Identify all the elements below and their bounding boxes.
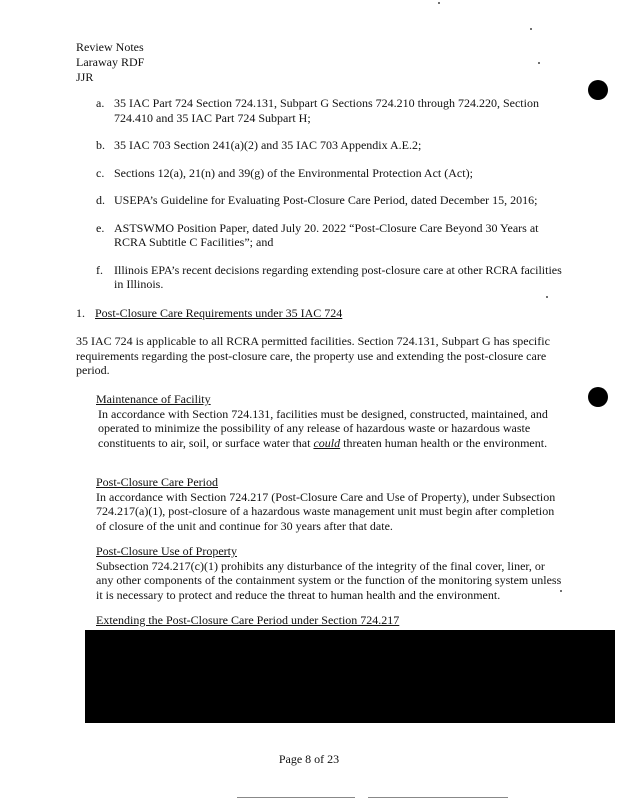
review-header (76, 40, 144, 85)
header-facility: Laraway RDF (76, 55, 145, 69)
reference-list (96, 96, 566, 305)
list-item-text: ASTSWMO Position Paper, dated July 20. 2022 “Post-Closure Care Beyond 30 Years at RCRA Subtitle C Facilities”; and (114, 220, 539, 249)
subsection-maintenance (96, 392, 562, 450)
subsection-body: In accordance with Section 724.217 (Post-Closure Care and Use of Property), under Subsection 724.217(a)(1), post-closure of a hazardous waste management unit must begin after completion of closure of the unit and continue for 30 years after that date. (96, 489, 556, 533)
list-item-text: 35 IAC Part 724 Section 724.131, Subpart G Sections 724.210 through 724.220, Section 724.410 and 35 IAC Part 724 Subpart H; (114, 96, 539, 125)
scan-artifact-line (237, 797, 355, 798)
list-marker: d. (96, 193, 105, 207)
subsection-body (96, 407, 562, 451)
header-initials: JJR (76, 70, 94, 84)
list-marker: e. (96, 220, 105, 235)
list-item-text: 35 IAC 703 Section 241(a)(2) and 35 IAC 703 Appendix A.E.2; (114, 138, 422, 152)
section-1-heading (76, 306, 342, 320)
list-item (96, 221, 566, 250)
list-item (96, 166, 566, 181)
list-marker: b. (96, 138, 105, 152)
list-marker: a. (96, 96, 105, 110)
subsection-use (96, 544, 562, 602)
emphasis-word: could (313, 435, 341, 450)
page-number: Page 8 of 23 (278, 752, 340, 766)
subsection-heading: Post-Closure Care Period (96, 475, 218, 489)
scan-artifact-line (368, 797, 508, 798)
scan-speck (560, 590, 562, 592)
body-text: In accordance with Section 724.131, facilities must be designed, constructed, maintained, and operated to minimize the possibility of any release of hazardous waste or hazardous waste constituents to air, soil, or surface water that (98, 406, 548, 450)
punch-hole-middle (588, 387, 608, 407)
list-marker: c. (96, 165, 105, 180)
scan-speck (438, 2, 440, 4)
scan-speck (546, 296, 548, 298)
redaction-block (85, 630, 615, 723)
list-item (96, 138, 566, 153)
body-text: threaten human health or the environment. (340, 435, 548, 450)
list-item (96, 96, 566, 125)
punch-hole-top (588, 80, 608, 100)
subsection-body: Subsection 724.217(c)(1) prohibits any disturbance of the integrity of the final cover, liner, or any other components of the containment system or the function of the monitoring system unless it is necessary to protect and reduce the threat to human health and the environment. (96, 558, 562, 602)
subsection-extending (96, 613, 562, 628)
subsection-heading: Post-Closure Use of Property (96, 544, 237, 558)
scan-speck (538, 62, 540, 64)
list-marker: f. (96, 262, 103, 277)
subsection-heading: Maintenance of Facility (96, 392, 211, 406)
header-title: Review Notes (76, 40, 144, 54)
list-item-text: USEPA’s Guideline for Evaluating Post-Closure Care Period, dated December 15, 2016; (114, 193, 538, 207)
list-item (96, 193, 566, 208)
list-item-text: Sections 12(a), 21(n) and 39(g) of the Environmental Protection Act (Act); (114, 165, 473, 180)
subsection-period (96, 475, 562, 533)
list-item-text: Illinois EPA’s recent decisions regarding extending post-closure care at other RCRA facilities in Illinois. (114, 262, 562, 291)
list-item (96, 263, 566, 292)
section-number: 1. (76, 306, 85, 320)
section-1-paragraph: 35 IAC 724 is applicable to all RCRA permitted facilities. Section 724.131, Subpart G has specific requirements regarding the post-closure care, the property use and extending the post-closure care period. (76, 334, 550, 377)
scan-speck (530, 28, 532, 30)
section-title: Post-Closure Care Requirements under 35 IAC 724 (95, 306, 343, 320)
subsection-heading: Extending the Post-Closure Care Period under Section 724.217 (96, 613, 400, 627)
